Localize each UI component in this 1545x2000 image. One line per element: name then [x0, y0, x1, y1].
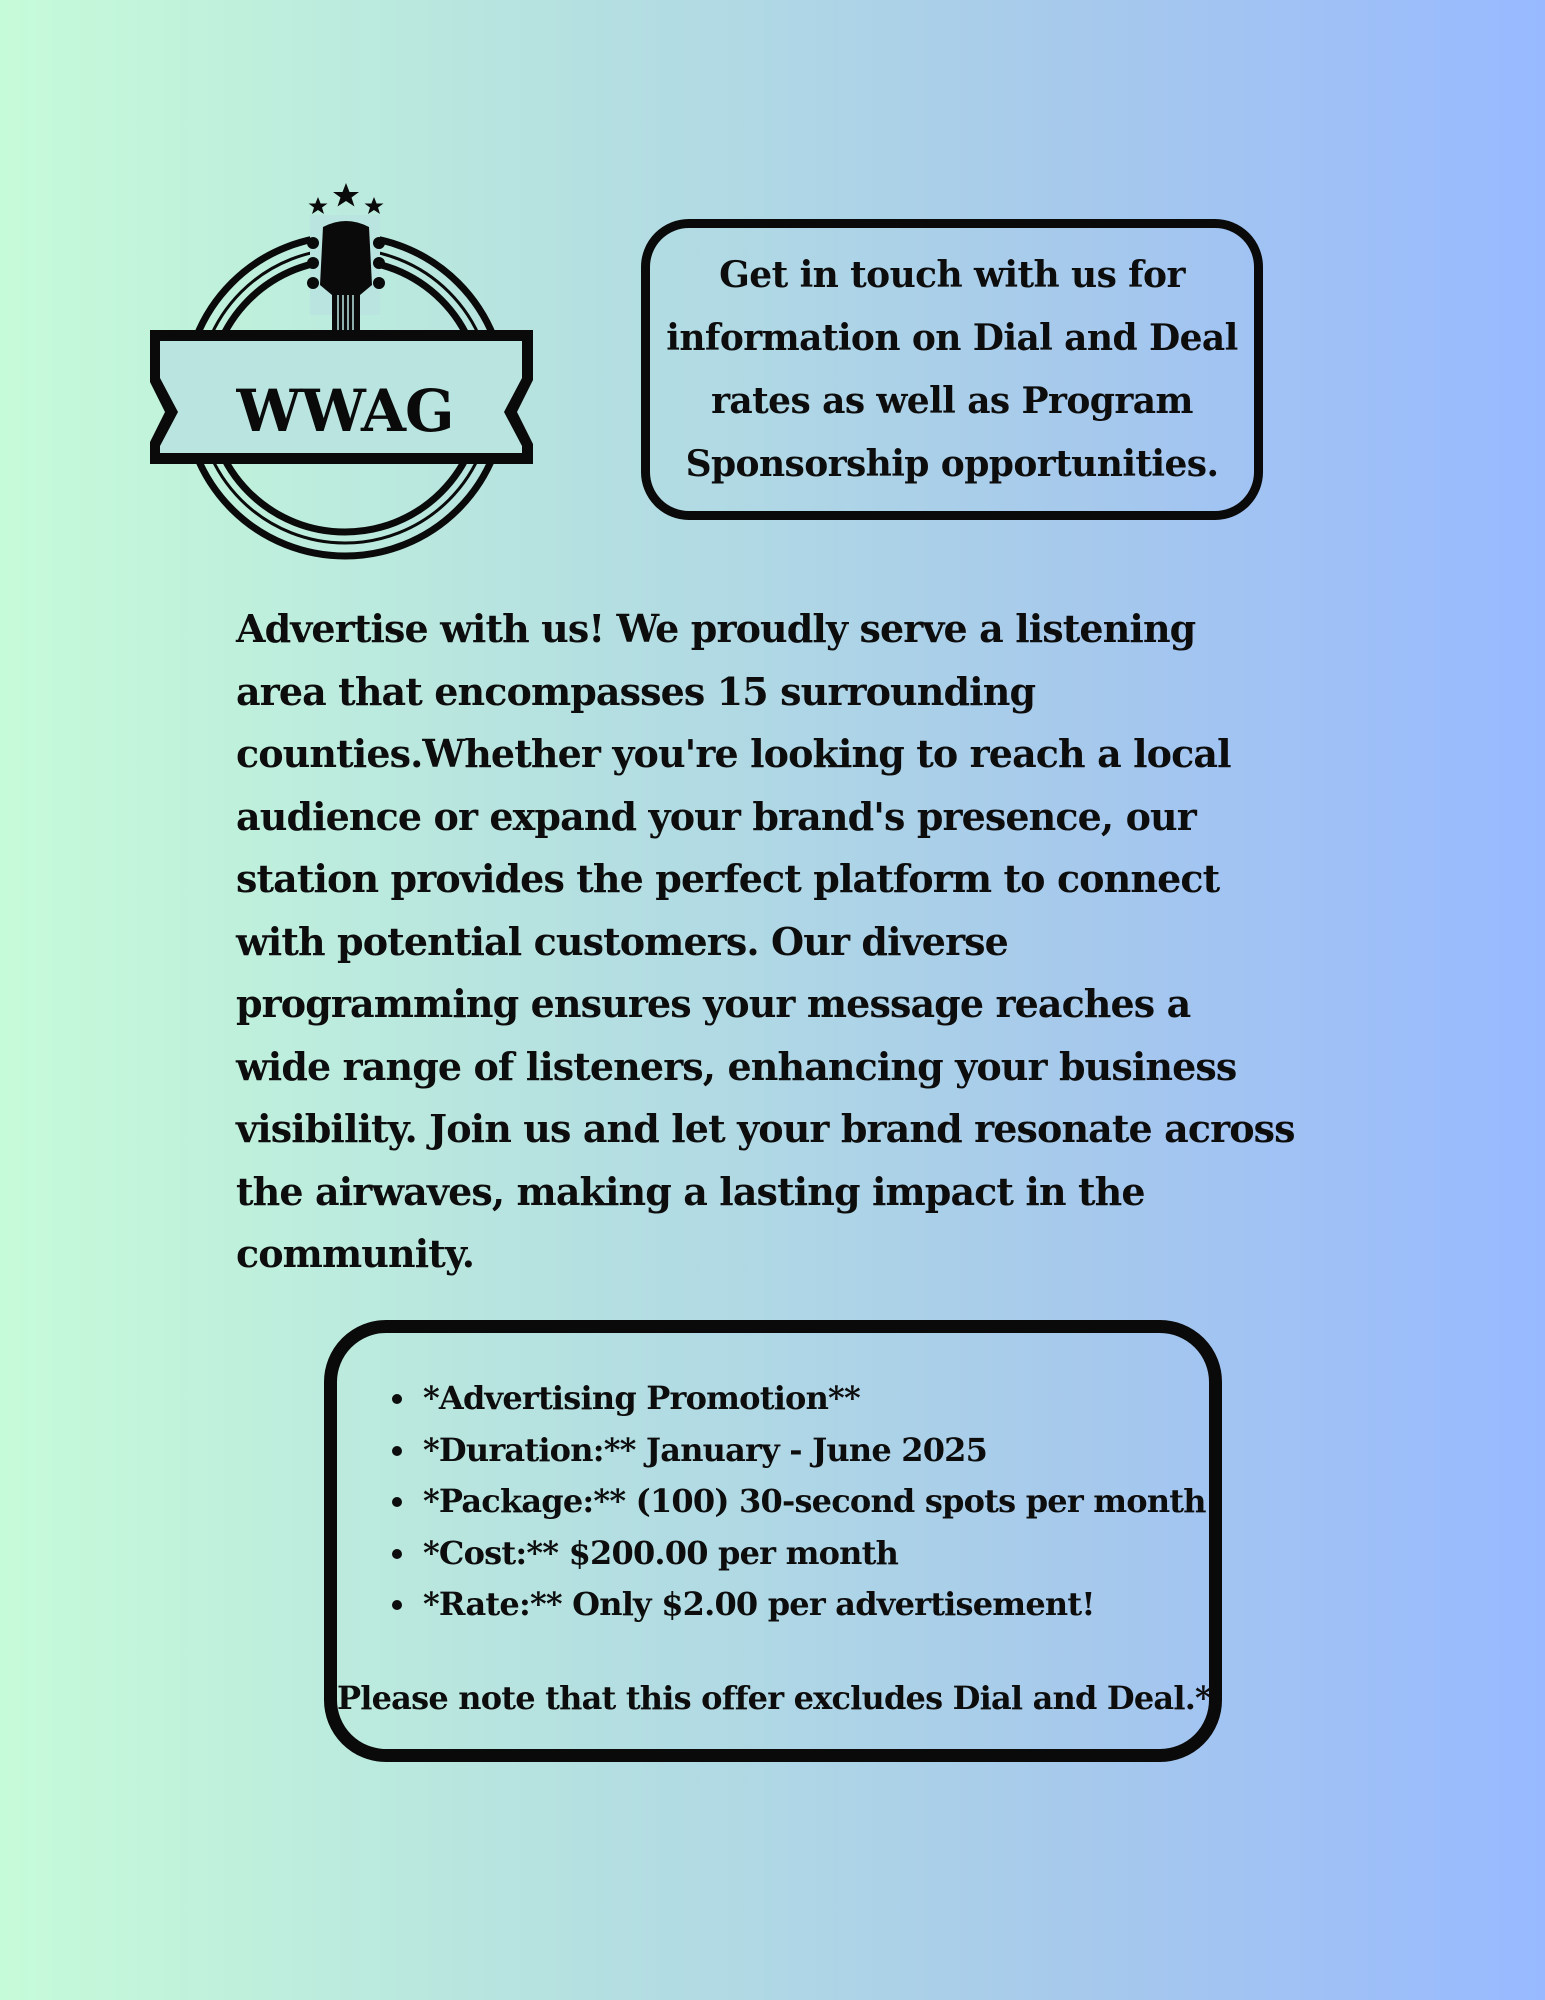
promo-item-title: • *Advertising Promotion**	[419, 1373, 1206, 1425]
promo-list	[377, 1373, 1206, 1631]
promo-item-cost: • *Cost:** $200.00 per month	[419, 1528, 1206, 1580]
promo-item-rate: • *Rate:** Only $2.00 per advertisement!	[419, 1579, 1206, 1631]
promo-note: Please note that this offer excludes Dial and Deal.*	[337, 1679, 1211, 1717]
intro-paragraph: Advertise with us! We proudly serve a listening area that encompasses 15 surrounding counties.Whether you're looking to reach a local audience or expand your brand's presence, our station provides the perfect platform to connect with potential customers. Our diverse programming ensures your message reaches a wide range of listeners, enhancing your business visibility. Join us and let your brand resonate across the airwaves, making a lasting impact in the community.	[236, 606, 1295, 1276]
promo-item-duration: • *Duration:** January - June 2025	[419, 1425, 1206, 1477]
star-icon	[333, 183, 359, 207]
logo-text: WWAG	[236, 377, 454, 445]
promo-box	[324, 1320, 1222, 1762]
contact-line: rates as well as Program	[711, 379, 1193, 422]
star-icon	[365, 197, 384, 214]
contact-text	[666, 244, 1237, 496]
contact-line: Sponsorship opportunities.	[685, 442, 1219, 485]
star-icon	[309, 197, 328, 214]
promo-item-package: • *Package:** (100) 30-second spots per month	[419, 1476, 1206, 1528]
contact-line: Get in touch with us for	[719, 253, 1185, 296]
station-logo	[150, 175, 540, 565]
contact-box	[641, 219, 1263, 520]
guitar-headstock-icon	[150, 175, 540, 565]
contact-line: information on Dial and Deal	[666, 316, 1238, 359]
